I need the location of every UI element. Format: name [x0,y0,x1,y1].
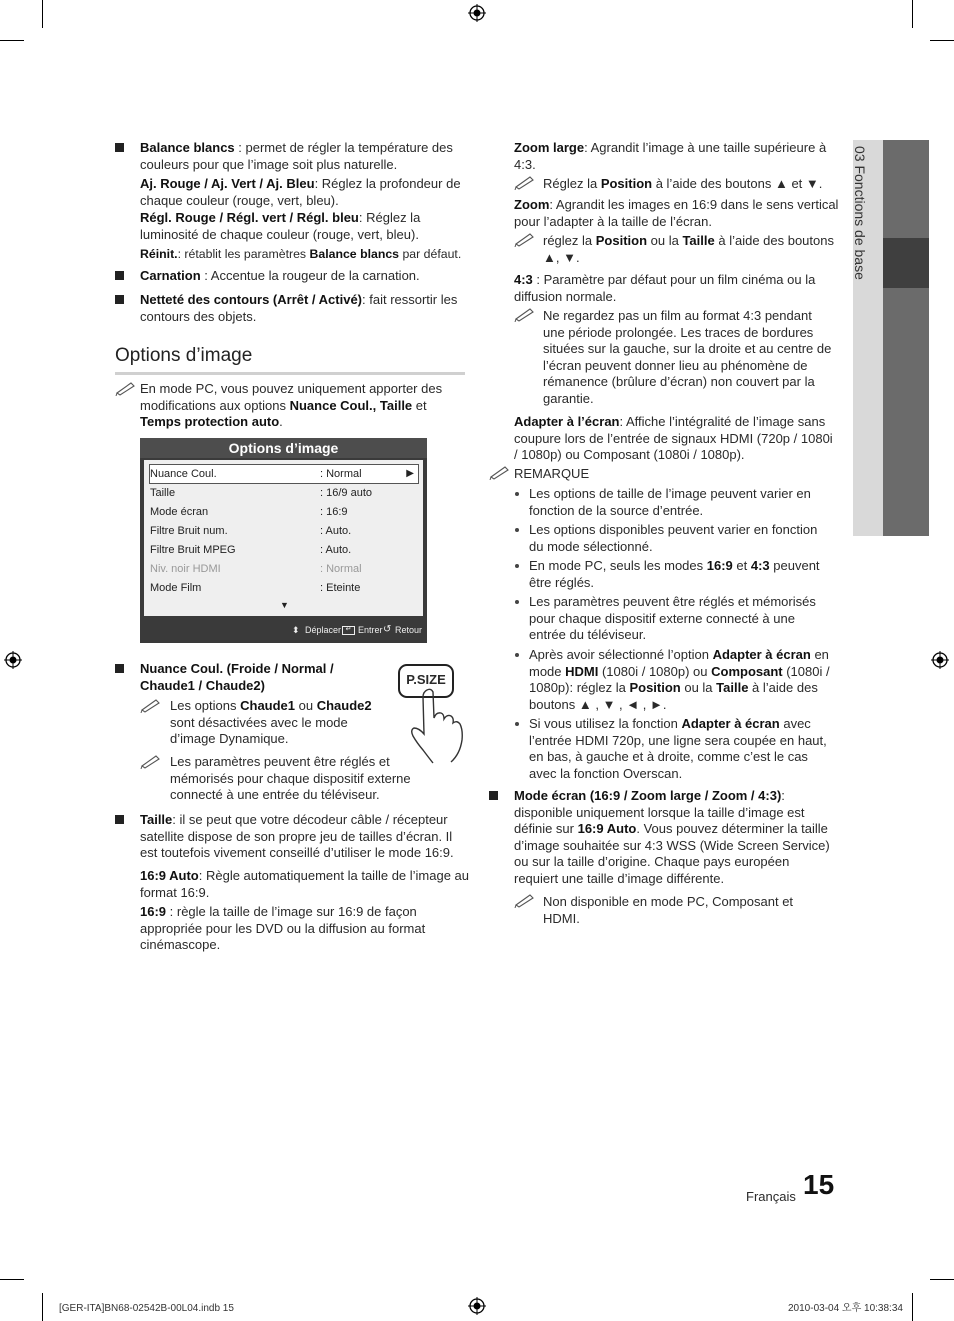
updown-icon: ⬍ [292,625,300,635]
remarque-item: Les paramètres peuvent être réglés et mémorisés pour chaque dispositif externe connecté à une entrée du téléviseur. [529,594,816,642]
note-pencil-icon [489,464,511,480]
registration-mark-icon [468,1297,486,1315]
bullet-dot [515,528,519,532]
nuance-heading: Nuance Coul. (Froide / Normal / Chaude1 / Chaude2) [140,661,334,693]
aj-text: Aj. Rouge / Aj. Vert / Aj. Bleu: Réglez la profondeur de chaque couleur (rouge, vert, bleu). [140,176,461,208]
osd-menu-footer [140,620,427,640]
bullet-square [489,791,498,800]
osd-row-label: Mode Film [150,582,202,594]
bullet-dot [515,564,519,568]
osd-row-label: Nuance Coul. [150,468,217,480]
osd-row-value: : Normal [320,468,362,480]
registration-mark-icon [468,4,486,22]
osd-menu-row[interactable] [150,484,418,502]
ratio-43-text: 4:3 : Paramètre par défaut pour un film cinéma ou la diffusion normale. [514,272,816,304]
bullet-dot [515,600,519,604]
nuance-note-1: Les options Chaude1 ou Chaude2 sont désactivées avec le mode d’image Dynamique. [170,698,372,746]
osd-row-value: : Eteinte [320,582,361,594]
page-number: 15 [803,1169,835,1200]
bullet-square [115,143,124,152]
remarque-item: Si vous utilisez la fonction Adapter à écran avec l’entrée HDMI 720p, une ligne sera coupée en haut, en bas, à gauche et à droite, comme c’est le cas avec la fonction Overscan. [529,716,827,781]
osd-row-value: : 16:9 [320,506,348,518]
osd-row-value: : Normal [320,563,362,575]
nuance-note-2: Les paramètres peuvent être réglés et mémorisés pour chaque dispositif externe connecté à une entrée du téléviseur. [170,754,411,802]
chapter-tab-bar [883,140,929,536]
osd-row-value: : Auto. [320,525,352,537]
note-pencil-icon [514,174,536,190]
zoom-text: Zoom: Agrandit les images en 16:9 dans le sens vertical pour l’adapter à la taille de l’écran. [514,197,839,229]
osd-row-label: Filtre Bruit num. [150,525,228,537]
enter-label: Entrer [358,625,383,635]
osd-row-label: Mode écran [150,506,209,518]
bullet-square [115,295,124,304]
remarque-heading: REMARQUE [514,466,590,481]
adapter-text: Adapter à l’écran: Affiche l’intégralité de l’image sans coupure lors de l’entrée de signaux HDMI (720p / 1080i / 1080p) ou Composant (1080i / 1080p). [514,414,833,462]
balance-blancs-text: Balance blancs : permet de régler la température des couleurs pour que l’image soit plus naturelle. [140,140,453,172]
osd-menu-row[interactable] [150,503,418,521]
osd-menu-title: Options d’image [140,438,427,458]
zoom-note: réglez la Position ou la Taille à l’aide des boutons ▲, ▼. [543,233,834,265]
osd-menu-row[interactable] [150,522,418,540]
crop-mark [930,1279,954,1280]
mode-ecran-note: Non disponible en mode PC, Composant et HDMI. [543,894,794,926]
note-pencil-icon [140,753,162,769]
note-pencil-icon [514,231,536,247]
crop-mark [42,0,43,28]
zoom-large-text: Zoom large: Agrandit l’image à une taille supérieure à 4:3. [514,140,827,172]
crop-mark [912,1293,913,1321]
carnation-text: Carnation : Accentue la rougeur de la carnation. [140,268,420,283]
bullet-dot [515,722,519,726]
pc-note: En mode PC, vous pouvez uniquement apporter des modifications aux options Nuance Coul., Taille et Temps protection auto. [140,381,443,429]
registration-mark-icon [4,651,22,669]
regl-text: Régl. Rouge / Régl. vert / Régl. bleu: Réglez la luminosité de chaque couleur (rouge, vert, bleu). [140,210,421,242]
crop-mark [0,40,24,41]
s169-text: 16:9 : règle la taille de l’image sur 16:9 de façon appropriée pour les DVD ou la diffusion au format cinémascope. [140,904,426,952]
bullet-dot [515,653,519,657]
osd-menu-row [150,560,418,578]
mode-ecran-text: Mode écran (16:9 / Zoom large / Zoom / 4:3): disponible uniquement lorsque la taille d’image est définie sur 16:9 Auto. Vous pouvez déterminer la taille d’image souhaitée sur 4:3 WSS (Wide Screen Service) ou sur la taille d’origine. Chaque pays européen requiert une taille d’image différente. [514,788,830,886]
bullet-dot [515,492,519,496]
crop-mark [0,1279,24,1280]
remarque-item: Après avoir sélectionné l’option Adapter à écran en mode HDMI (1080i / 1080p) ou Composant (1080i / 1080p): réglez la Position ou la Taille à l’aide des boutons ▲ , ▼ , ◄ , ►. [529,647,830,712]
ratio-43-note: Ne regardez pas un film au format 4:3 pendant une période prolongée. Les traces de bordures situées sur la gauche, sur la droite et au centre de l’écran peuvent donner lieu au phénomène de rémanence (brûlure d’écran) non couvert par la garantie. [543,308,832,406]
section-heading: Options d’image [115,345,253,366]
arrow-right-icon: ▶ [406,468,414,479]
heading-divider [115,372,465,375]
osd-row-label: Taille [150,487,176,499]
zoom-large-note: Réglez la Position à l’aide des boutons ▲ et ▼. [543,176,823,191]
osd-menu-body [144,460,423,616]
return-label: Retour [395,625,423,635]
crop-mark [912,0,913,28]
return-icon: ↺ [383,624,392,635]
page-language: Français [746,1189,796,1204]
osd-menu-row[interactable] [149,464,419,484]
taille-text: Taille: il se peut que votre décodeur câble / récepteur satellite dispose de son propre jeu de tailles d’écran. Il est toutefois vivement conseillé d’utiliser le mode 16:9. [140,812,454,860]
registration-mark-icon [931,651,949,669]
osd-menu [140,438,427,643]
osd-menu-row[interactable] [150,541,418,559]
hand-pointer-icon [405,688,467,764]
chapter-tab-label: 03 Fonctions de base [852,146,868,280]
note-pencil-icon [140,697,162,713]
print-date-info: 2010-03-04 오후 10:38:34 [788,1303,903,1314]
osd-row-label: Filtre Bruit MPEG [150,544,236,556]
move-label: Déplacer [305,625,342,635]
bullet-square [115,271,124,280]
note-pencil-icon [514,892,536,908]
bullet-square [115,664,124,673]
remarque-item: En mode PC, seuls les modes 16:9 et 4:3 peuvent être réglés. [529,558,820,590]
osd-row-label: Niv. noir HDMI [150,563,221,575]
scroll-down-icon[interactable]: ▼ [280,600,289,610]
remarque-item: Les options disponibles peuvent varier en fonction du mode sélectionné. [529,522,818,554]
bullet-square [115,815,124,824]
print-file-info: [GER-ITA]BN68-02542B-00L04.indb 15 [59,1303,234,1314]
osd-row-value: : Auto. [320,544,352,556]
osd-menu-row[interactable] [150,579,418,597]
crop-mark [42,1293,43,1321]
crop-mark [930,40,954,41]
nettete-text: Netteté des contours (Arrêt / Activé): fait ressortir les contours des objets. [140,292,458,324]
psize-button-icon: P.SIZE [398,664,454,698]
note-pencil-icon [115,380,137,396]
note-pencil-icon [514,306,536,322]
osd-row-value: : 16/9 auto [320,487,372,499]
reinit-text: Réinit.: rétablit les paramètres Balance blancs par défaut. [140,247,462,261]
remarque-item: Les options de taille de l’image peuvent varier en fonction de la source d’entrée. [529,486,811,518]
auto-169-text: 16:9 Auto: Règle automatiquement la taille de l’image au format 16:9. [140,868,470,900]
enter-icon: ↵ [342,626,355,635]
chapter-tab-marker [883,238,929,288]
